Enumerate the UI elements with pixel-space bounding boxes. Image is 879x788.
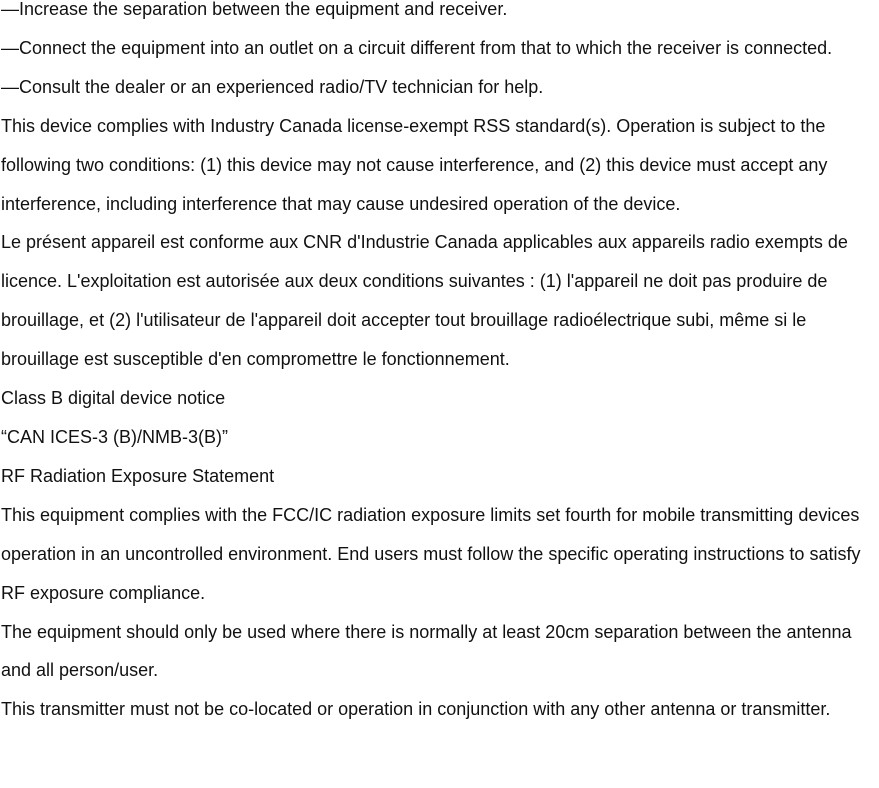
industry-canada-statement-en: This device complies with Industry Canada license-exempt RSS standard(s). Operation is subject to the following two conditions: (1) this device may not cause interference, and (2) this device must accept any interference, including interference that may cause undesired operation of the device. xyxy=(1,115,828,214)
industry-canada-statement-fr: Le présent appareil est conforme aux CNR d'Industrie Canada applicables aux appareils radio exempts de licence. L'exploitation est autorisée aux deux conditions suivantes : (1) l'appareil ne doit pas produire de brouillage, et (2) l'utilisateur de l'appareil doit accepter tout brouillage radioélectrique subi, même si le brouillage est susceptible d'en compromettre le fonctionnement. xyxy=(1,232,848,370)
rf-exposure-heading: RF Radiation Exposure Statement xyxy=(1,465,275,486)
fcc-measure-consult-dealer: —Consult the dealer or an experienced radio/TV technician for help. xyxy=(1,76,544,97)
rf-exposure-statement: This equipment complies with the FCC/IC radiation exposure limits set fourth for mobile transmitting devices operation in an uncontrolled environment. End users must follow the specific operating instructions to satisfy RF exposure compliance. xyxy=(1,504,861,603)
ices-label: “CAN ICES-3 (B)/NMB-3(B)” xyxy=(1,426,229,447)
fcc-measure-increase-separation: —Increase the separation between the equipment and receiver. xyxy=(1,0,508,19)
co-location-statement: This transmitter must not be co-located or operation in conjunction with any other antenna or transmitter. xyxy=(1,699,831,720)
document-body xyxy=(1,0,879,729)
fcc-measure-different-circuit: —Connect the equipment into an outlet on a circuit different from that to which the receiver is connected. xyxy=(1,37,833,58)
separation-distance-statement: The equipment should only be used where there is normally at least 20cm separation between the antenna and all person/user. xyxy=(1,621,852,681)
class-b-notice-heading: Class B digital device notice xyxy=(1,388,226,409)
